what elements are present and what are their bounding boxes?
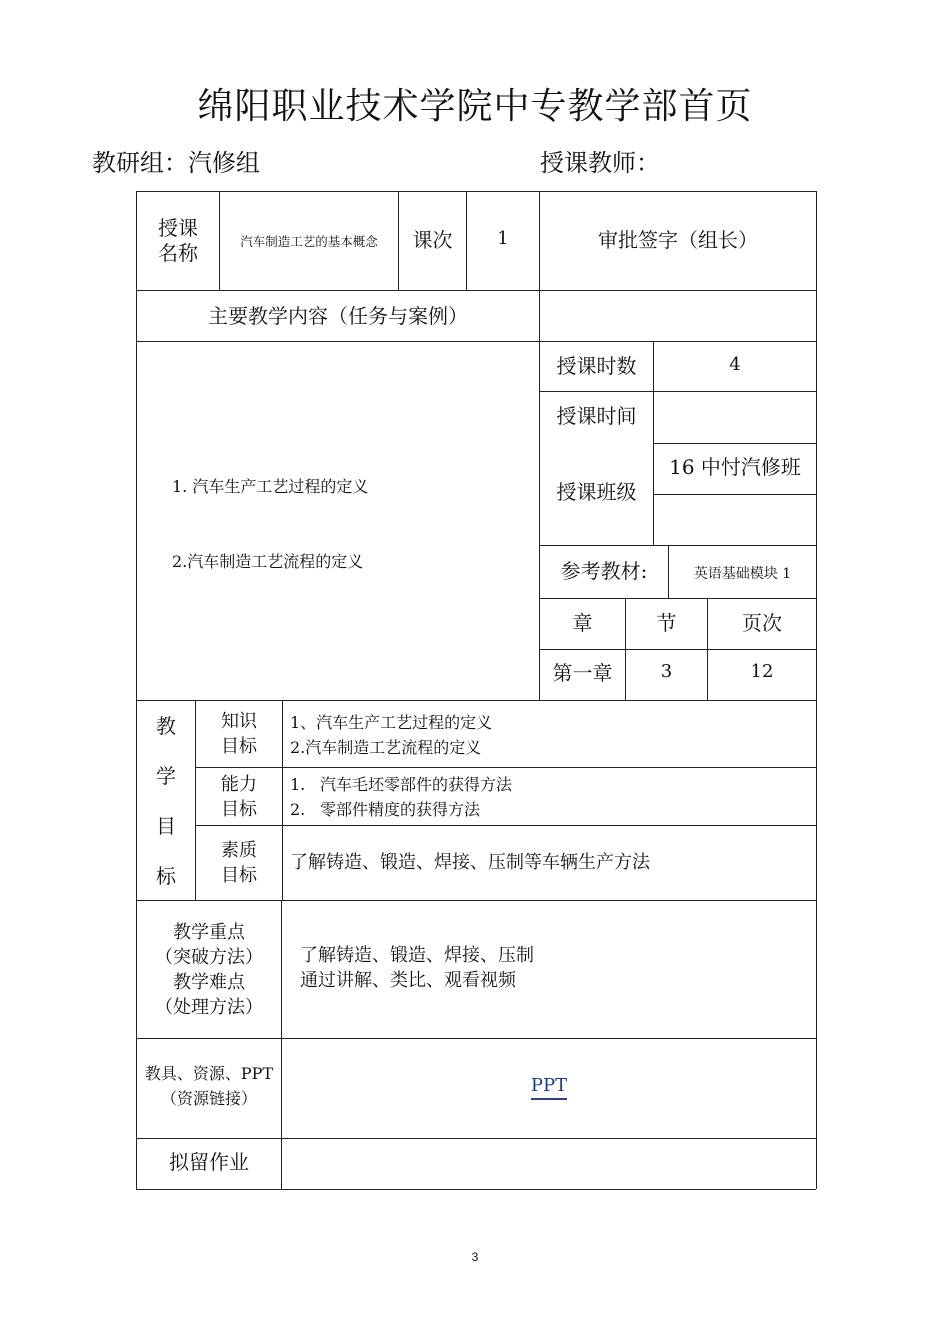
ability-goal-2 — [290, 797, 512, 822]
teaching-hours-value: 4 — [729, 353, 741, 375]
homework-label: 拟留作业 — [169, 1149, 249, 1174]
ability-goal-2-text: 零部件精度的获得方法 — [320, 800, 481, 819]
lesson-number-label: 课次 — [412, 227, 453, 252]
quality-goal-label — [196, 826, 282, 900]
knowledge-goal-label — [196, 701, 282, 767]
goals-label-char: 教 — [156, 713, 176, 738]
class-label: 授课班级 — [556, 479, 637, 504]
page-header: 页次 — [742, 610, 782, 635]
knowledge-goal-content — [290, 710, 492, 760]
key-points-label-line3: 教学难点 — [173, 972, 245, 993]
homework-value — [282, 1139, 816, 1189]
approval-signature-label: 审批签字（组长） — [598, 227, 758, 252]
teaching-time-value — [654, 392, 816, 443]
key-points-label-line2: （突破方法） — [155, 947, 263, 968]
content-item-1: 1. 汽车生产工艺过程的定义 — [172, 477, 369, 496]
knowledge-goal-label-line2: 目标 — [221, 736, 257, 757]
key-points-label — [137, 905, 281, 1035]
ability-goal-1 — [290, 772, 512, 797]
class-value: 16 中忖汽修班 — [669, 454, 801, 479]
goals-label-char: 标 — [156, 863, 176, 888]
textbook-value: 英语基础模块 1 — [693, 566, 792, 582]
teaching-hours-label: 授课时数 — [556, 353, 637, 378]
content-item-2: 2.汽车制造工艺流程的定义 — [172, 552, 364, 571]
chapter-header: 章 — [572, 610, 593, 635]
lesson-number-value: 1 — [497, 227, 509, 249]
section-header: 节 — [656, 610, 677, 635]
ability-goal-content — [290, 772, 512, 822]
goals-label-char: 学 — [156, 763, 176, 788]
key-points-label-line4: （处理方法） — [155, 997, 263, 1018]
ability-goal-label — [196, 768, 282, 825]
course-name-label-line2: 名称 — [158, 241, 198, 265]
teaching-time-label: 授课时间 — [556, 403, 637, 428]
resources-label — [137, 1055, 281, 1117]
key-points-line-2: 通过讲解、类比、观看视频 — [300, 970, 516, 991]
course-name-label-line1: 授课 — [158, 216, 198, 240]
chapter-value: 第一章 — [552, 660, 613, 685]
ability-goal-label-line1: 能力 — [221, 773, 257, 795]
goals-label-char: 目 — [156, 813, 176, 838]
main-content-heading: 主要教学内容（任务与案例） — [208, 303, 468, 328]
knowledge-goal-label-line1: 知识 — [221, 711, 257, 732]
page-title: 绵阳职业技术学院中专教学部首页 — [197, 86, 753, 127]
page-value: 12 — [750, 660, 774, 682]
ability-goal-1-number: 1. — [290, 775, 306, 794]
resources-content — [282, 1070, 816, 1104]
key-points-line-1: 了解铸造、锻造、焊接、压制 — [300, 945, 534, 966]
page-number: 3 — [471, 1250, 479, 1264]
ability-goal-label-line2: 目标 — [221, 798, 257, 820]
quality-goal-label-line1: 素质 — [221, 840, 257, 861]
course-name-label — [137, 192, 219, 290]
teaching-group: 教研组：汽修组 — [92, 149, 260, 177]
key-points-content — [300, 943, 534, 993]
quality-goal-label-line2: 目标 — [221, 865, 257, 886]
section-value: 3 — [660, 660, 673, 682]
ppt-link[interactable]: PPT — [531, 1075, 567, 1100]
knowledge-goal-1: 1、汽车生产工艺过程的定义 — [290, 713, 493, 732]
teaching-goals-label — [137, 701, 195, 900]
resources-label-line2: （资源链接） — [160, 1089, 257, 1108]
textbook-label: 参考教材: — [560, 558, 648, 583]
ability-goal-2-number: 2. — [290, 800, 306, 819]
ability-goal-1-text: 汽车毛坯零部件的获得方法 — [320, 775, 513, 794]
teacher-label: 授课教师： — [540, 149, 660, 177]
key-points-label-line1: 教学重点 — [173, 922, 245, 943]
course-name-value: 汽车制造工艺的基本概念 — [240, 234, 378, 249]
quality-goal-content: 了解铸造、锻造、焊接、压制等车辆生产方法 — [290, 852, 650, 873]
knowledge-goal-2: 2.汽车制造工艺流程的定义 — [290, 738, 482, 757]
resources-label-line1: 教具、资源、PPT — [144, 1064, 274, 1083]
